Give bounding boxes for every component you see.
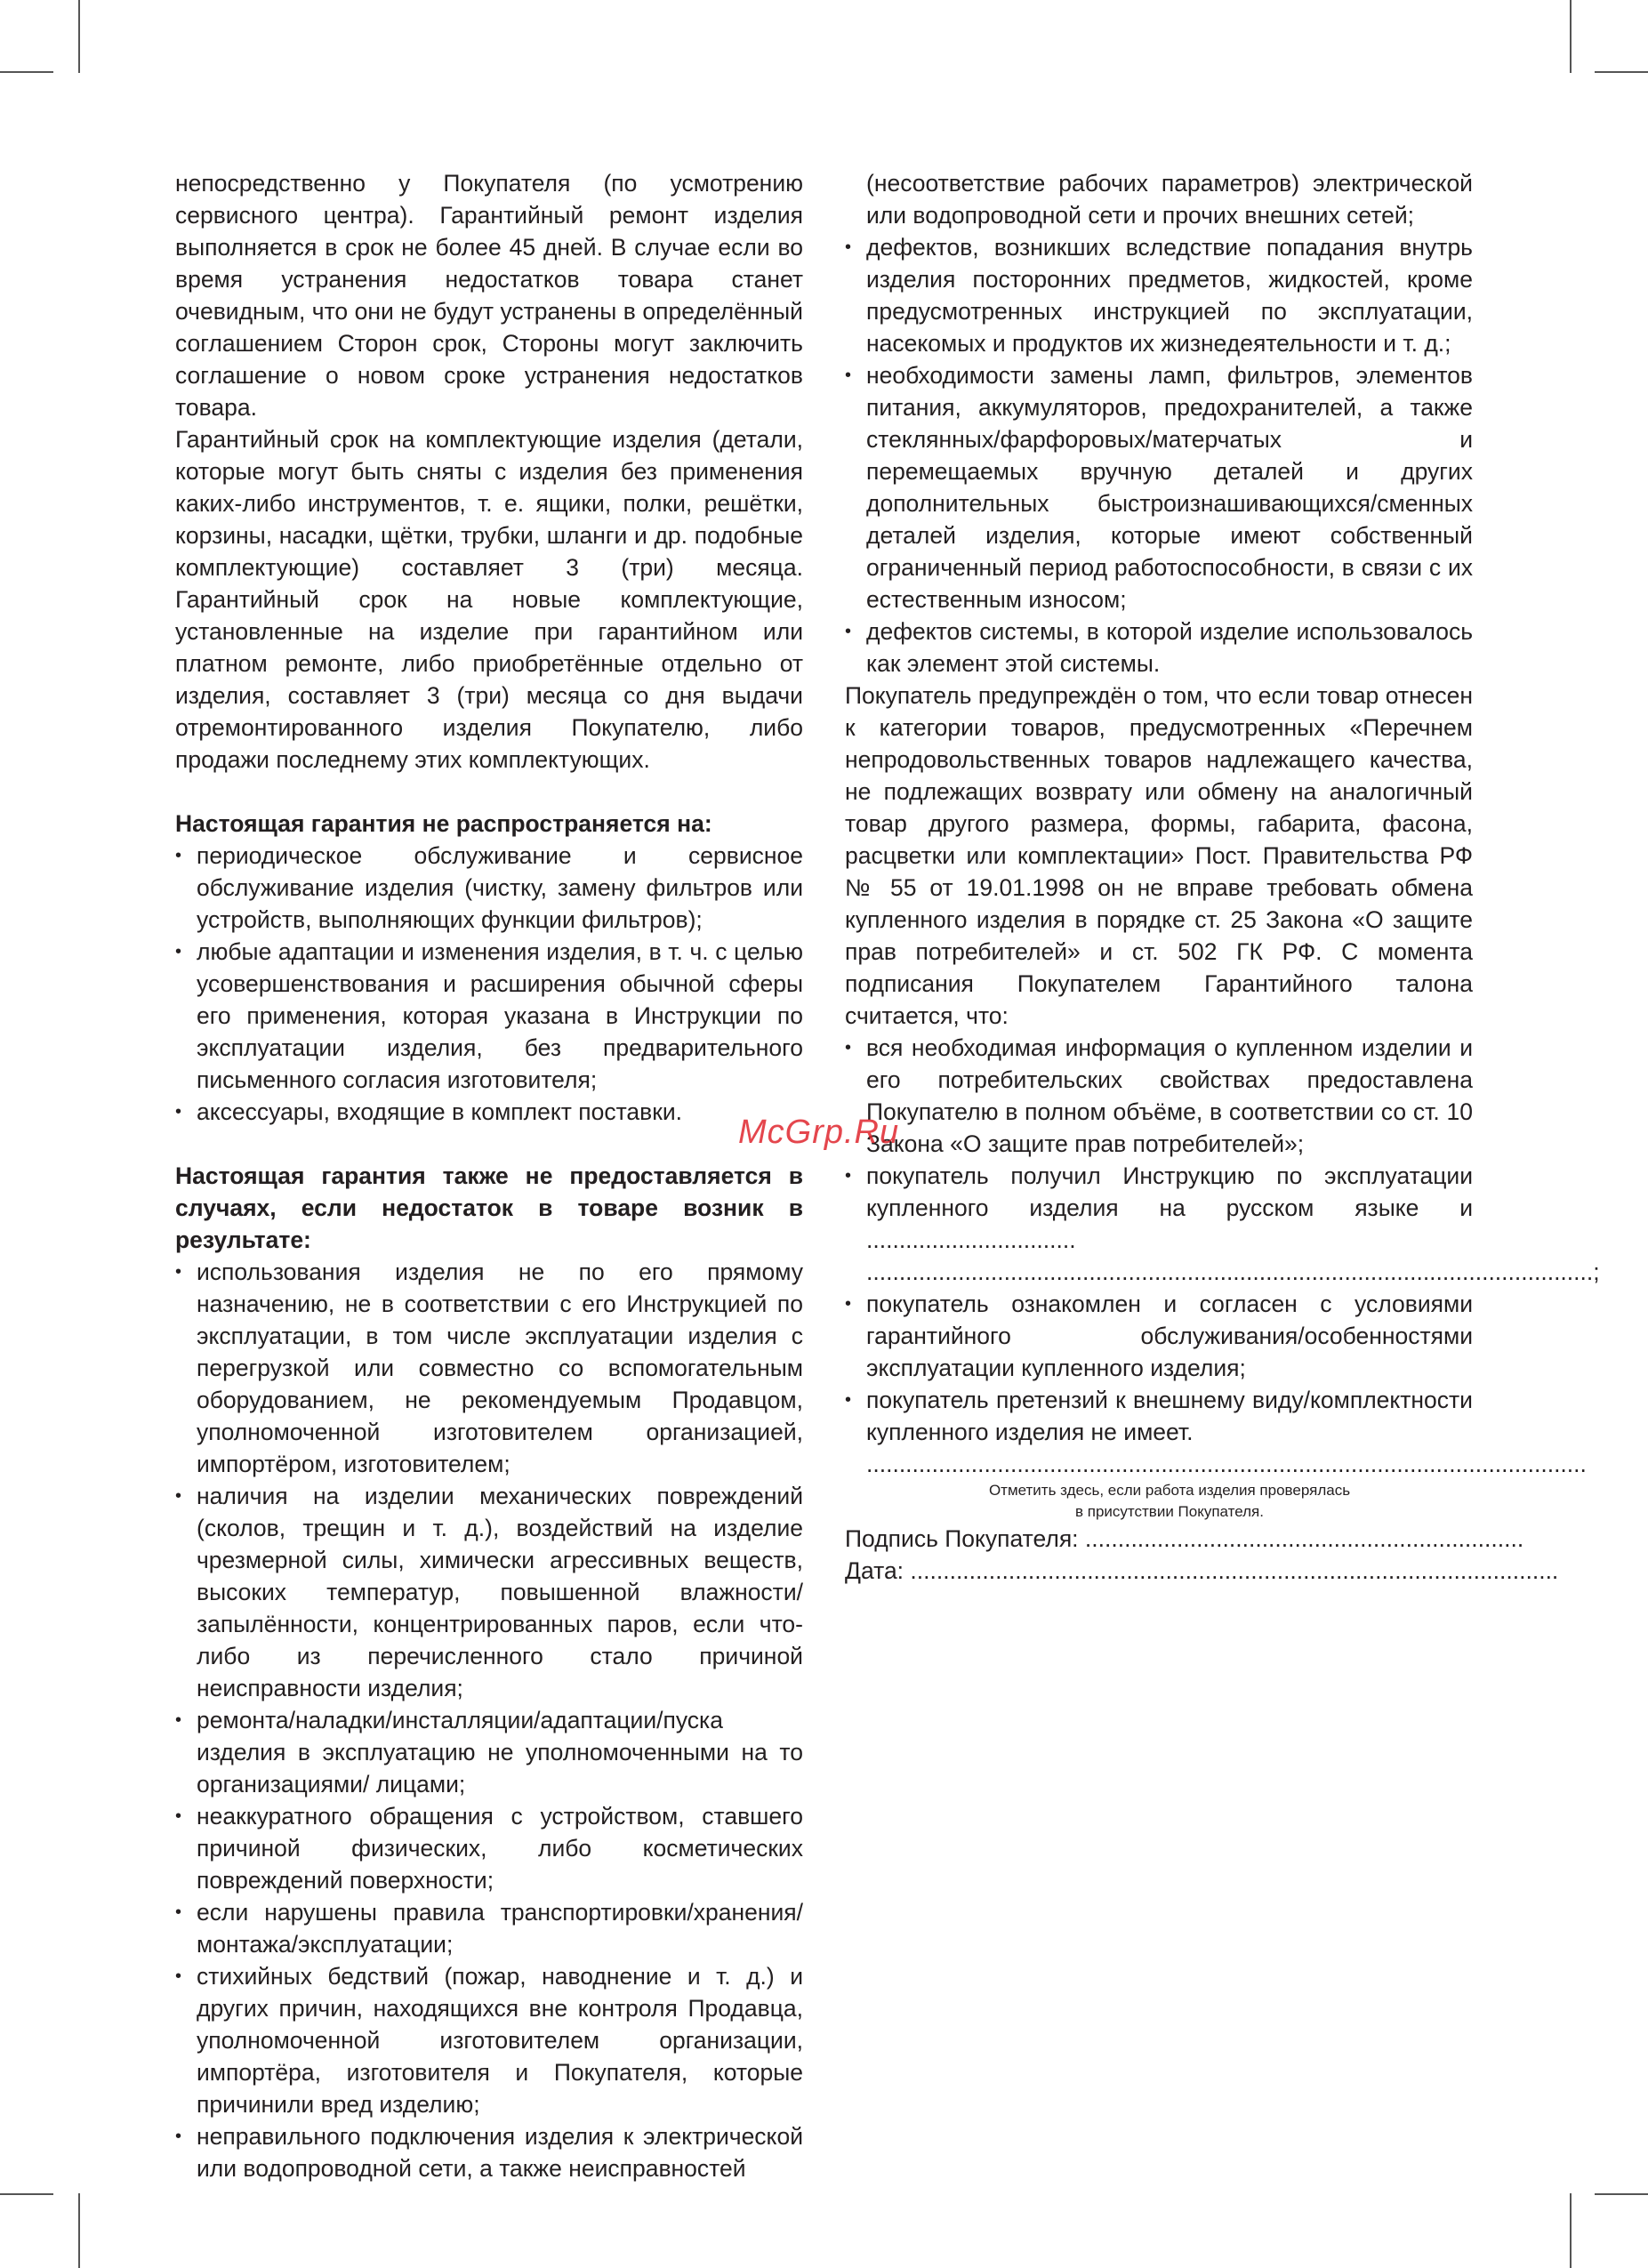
crop-mark — [1570, 0, 1572, 73]
buyer-warning-paragraph: Покупатель предупреждён о том, что если товар отнесен к категории товаров, предусмотренных «Перечнем непродовольственных товаров надлежащего качества, не подлежащих возврату или обмену на аналогичный товар другого размера, формы, габарита, фасона, расцветки или комплектации» Пост. Правительства РФ № 55 от 19.01.1998 он не вправе требовать обмена купленного изделия в порядке ст. 25 Закона «О защите прав потребителей» и ст. 502 ГК РФ. С момента подписания Покупателем Гарантийного талона считается, что: — [845, 682, 1473, 1029]
crop-mark — [1570, 2193, 1572, 2268]
check-note-line2: в присутствии Покупателя. — [1075, 1503, 1264, 1520]
crop-mark — [78, 0, 80, 73]
crop-mark — [0, 71, 53, 73]
right-column — [845, 167, 1600, 1587]
buyer-signature-field[interactable]: Подпись Покупателя: ................................................................... — [845, 1525, 1524, 1552]
crop-mark — [78, 2193, 80, 2268]
continuation-text: (несоответствие рабочих параметров) электрической или водопроводной сети и прочих внешних сетей; — [866, 170, 1473, 229]
list-item: • любые адаптации и изменения изделия, в т. ч. с целью усовершенствования и расширения обычной сферы его применения, которая указана в Инструкции по эксплуатации изделия, без предварительного письменного согласия изготовителя; — [175, 936, 803, 1096]
check-mark-fill-line[interactable]: .............................................................................................................. — [866, 1451, 1587, 1477]
date-field[interactable]: Дата: ................................................................................................... — [845, 1557, 1559, 1584]
components-paragraph: Гарантийный срок на комплектующие изделия (детали, которые могут быть сняты с изделия без применения каких-либо инструментов, т. е. ящики, полки, решётки, корзины, насадки, щётки, трубки, шланги и др. подобные комплектующие) составляет 3 (три) месяца. Гарантийный срок на новые комплектующие, установленные на изделие при гарантийном или платном ремонте, либо приобретённые отдельно от изделия, составляет 3 (три) месяца со дня выдачи отремонтированного изделия Покупателю, либо продажи последнему этих комплектующих. — [175, 426, 803, 773]
list-item: • неаккуратного обращения с устройством, ставшего причиной физических, либо косметических повреждений поверхности; — [175, 1800, 803, 1896]
list-item: • дефектов системы, в которой изделие использовалось как элемент этой системы. — [845, 615, 1473, 680]
list-item: • вся необходимая информация о купленном изделии и его потребительских свойствах предоставлена Покупателю в полном объёме, в соответствии со ст. 10 Закона «О защите прав потребителей»; — [845, 1032, 1473, 1160]
list-item: • дефектов, возникших вследствие попадания внутрь изделия посторонних предметов, жидкостей, кроме предусмотренных инструкцией по эксплуатации, насекомых и продуктов их жизнедеятельности и т. д.; — [845, 231, 1473, 359]
list-item: • если нарушены правила транспортировки/хранения/ монтажа/эксплуатации; — [175, 1896, 803, 1960]
list-item: • аксессуары, входящие в комплект поставки. — [175, 1096, 803, 1128]
list-item: • необходимости замены ламп, фильтров, элементов питания, аккумуляторов, предохранителей, а также стеклянных/фарфоровых/матерчатых и перемещаемых вручную деталей и других дополнительных быстроизнашивающихся/сменных деталей изделия, которые имеют собственный ограниченный период работоспособности, в связи с их естественным износом; — [845, 359, 1473, 615]
crop-mark — [1595, 71, 1648, 73]
intro-paragraph: непосредственно у Покупателя (по усмотрению сервисного центра). Гарантийный ремонт изделия выполняется в срок не более 45 дней. В случае если во время устранения недостатков товара станет очевидным, что они не будут устранены в определённый соглашением Сторон срок, Стороны могут заключить соглашение о новом сроке устранения недостатков товара. — [175, 170, 803, 421]
list-item: • покупатель ознакомлен и согласен с условиями гарантийного обслуживания/особенностями эксплуатации купленного изделия; — [845, 1288, 1473, 1384]
defects-list-continued — [845, 231, 1473, 680]
list-item: • неправильного подключения изделия к электрической или водопроводной сети, а также неисправностей — [175, 2120, 803, 2184]
list-item — [845, 1160, 1600, 1288]
list-item: • стихийных бедствий (пожар, наводнение и т. д.) и других причин, находящихся вне контроля Продавца, уполномоченной изготовителем организации, импортёра, изготовителя и Покупателя, которые причинили вред изделию; — [175, 1960, 803, 2120]
check-note-line1: Отметить здесь, если работа изделия проверялась — [988, 1482, 1351, 1499]
defects-list — [175, 1256, 803, 2184]
defects-heading: Настоящая гарантия также не предоставляется в случаях, если недостаток в товаре возник в результате: — [175, 1162, 803, 1253]
watermark: McGrp.Ru — [738, 1114, 900, 1151]
buyer-acknowledgements-list — [845, 1032, 1600, 1448]
left-column — [175, 167, 803, 2184]
crop-mark — [1595, 2193, 1648, 2195]
list-item-text: покупатель получил Инструкцию по эксплуатации купленного изделия на русском языке и ................................ — [866, 1162, 1473, 1253]
list-item: • ремонта/наладки/инсталляции/адаптации/пуска изделия в эксплуатацию не уполномоченными на то организациями/ лицами; — [175, 1704, 803, 1800]
list-item: • покупатель претензий к внешнему виду/комплектности купленного изделия не имеет. — [845, 1384, 1473, 1448]
exclusions-list — [175, 840, 803, 1128]
list-item: • наличия на изделии механических повреждений (сколов, трещин и т. д.), воздействий на изделие чрезмерной силы, химически агрессивных веществ, высоких температур, повышенной влажности/запылённости, концентрированных паров, если что-либо из перечисленного стало причиной неисправности изделия; — [175, 1480, 803, 1704]
list-item: • периодическое обслуживание и сервисное обслуживание изделия (чистку, замену фильтров или устройств, выполняющих функции фильтров); — [175, 840, 803, 936]
list-item: • использования изделия не по его прямому назначению, не в соответствии с его Инструкцией по эксплуатации, в том числе эксплуатации изделия с перегрузкой или совместно со вспомогательным оборудованием, не рекомендуемым Продавцом, уполномоченной изготовителем организацией, импортёром, изготовителем; — [175, 1256, 803, 1480]
crop-mark — [0, 2193, 53, 2195]
language-fill-line[interactable]: ...............................................................................................................; — [866, 1259, 1600, 1285]
exclusions-heading: Настоящая гарантия не распространяется на: — [175, 810, 712, 837]
